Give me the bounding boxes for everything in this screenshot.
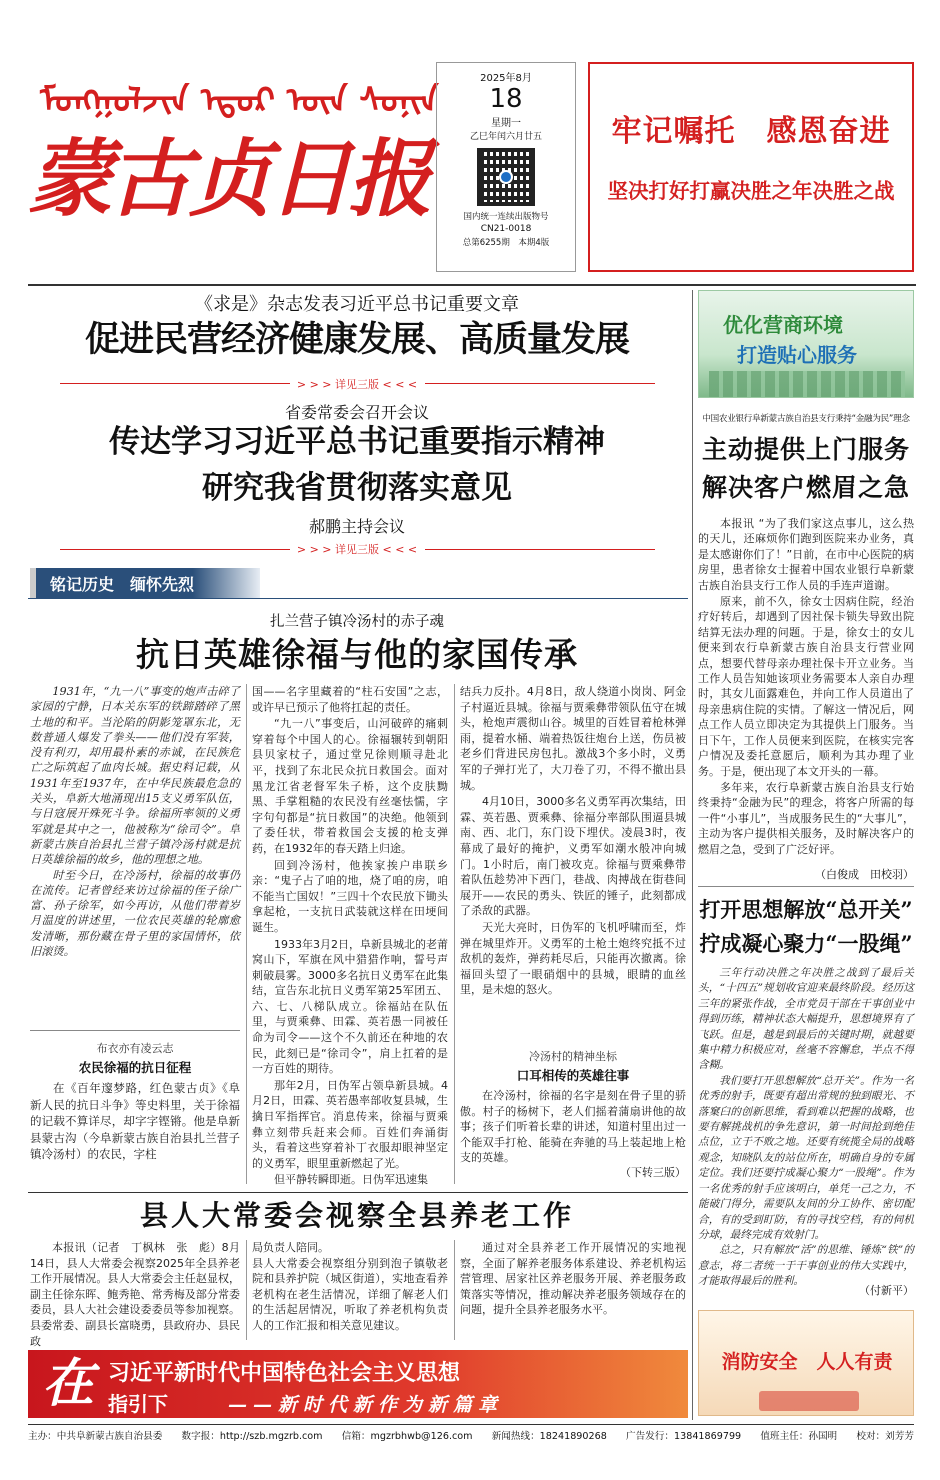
footer-ads: 广告发行：13841869799 (626, 1431, 742, 1442)
lead-kicker: 《求是》杂志发表习近平总书记重要文章 (195, 294, 519, 315)
slogan-box (588, 62, 914, 272)
date-day: 18 (489, 84, 523, 114)
feature-continued[interactable]: （下转三版） (600, 1164, 686, 1180)
sidebar-banner (698, 290, 914, 398)
footer-website[interactable]: 数字报：http://szb.mgzrb.com (181, 1431, 323, 1442)
second-sub: 郝鹏主持会议 (308, 517, 405, 536)
sidebar-commentary-byline: （付新平） (830, 1282, 914, 1298)
footer-proofreader: 校对：刘芳芳 (856, 1431, 914, 1442)
issue-info: 总第6255期 本期4版 (462, 238, 550, 248)
bottom-divider-1 (246, 1240, 247, 1340)
sidebar-article: 本报讯 “为了我们家这点事儿，这么热的天儿，还麻烦你们跑到医院来办业务，真是太感谢你们了！”日前，在市中心医院的病房里，患者徐女士握着中国农业银行阜新蒙古族自治县支行工作人员的手连声道谢。 原来，前不久，徐女士因病住院，经治疗好转后，却遇到了因社保卡锁失导致出院结算无法办理的问题。于是，徐女士的女儿便来到农行阜新蒙古族自治县支行营业网点，想要代替母亲办理社保卡开立业务。当工作人员告知她该项业务需要本人亲自办理时，其女儿面露难色，并向工作人员道出了母亲患病住院的实情。了解这一情况后，网点工作人员立即决定为其提供上门服务。当日下午，工作人员便来到医院，在核实完客户情况及委托意愿后，顺利为其办理了业务。于是，便出现了本文开头的一幕。 多年来，农行阜新蒙古族自治县支行始终秉持“金融为民”的理念，将客户所需的每一件“小事儿”，当成服务民生的“大事儿”，主动为客户提供相关服务，及时解决客户的燃眉之急，受到了广泛好评。 (698, 517, 914, 856)
banner-line2a: 指引下 (108, 1392, 168, 1416)
feature-intro: 1931年，“九一八”事变的炮声击碎了家园的宁静，日本关东军的铁蹄踏碎了黑土地的和平。当沦陷的阴影笼罩东北，无数普通人爆发了拳头——他们没有军装，没有利刃，却用最朴素的赤诚，在民族危亡之际筑起了血肉长城。据史料记载，从1931年至1937年，在中华民族最危急的关头，阜新大地涌现出15支义勇军队伍，与日寇展开殊死斗争。徐福所率领的义勇军就是其中之一，他被称为“徐司令”。阜新蒙古族自治县扎兰营子镇冷汤村就是抗日英雄徐福的故乡，他的理想之地。 时至今日，在冷汤村，徐福的故事仍在流传。记者曾经来访过徐福的侄子徐广富、孙子徐军，如今再访，从他们带着岁月温度的讲述里，一位农民英雄的轮廓愈发清晰，那份藏在骨子里的家国情怀，依旧滚烫。 (30, 685, 240, 959)
lead-headline: 促进民营经济健康发展、高质量发展 (84, 320, 629, 360)
building-icon (709, 371, 905, 397)
bottom-story-col3: 通过对全县养老工作开展情况的实地视察，全面了解养老服务体系建设、养老机构运营管理、居家社区养老服务开展、养老服务政策落实等情况，推动解决养老服务领域存在的问题，提升全县养老服务水平。 (460, 1241, 686, 1317)
footer-bar (28, 1424, 914, 1442)
feature-divider-2 (454, 684, 455, 1184)
footer-email[interactable]: 信箱：mgzrbhwb@126.com (341, 1431, 473, 1442)
bottom-banner (28, 1350, 688, 1418)
sidebar-headline-1: 主动提供上门服务 (701, 435, 910, 464)
date-month: 2025年8月 (480, 73, 532, 84)
feature-col3-b: 在冷汤村，徐福的名字是刻在骨子里的骄傲。村子的杨树下，老人们摇着蒲扇讲他的故事；孩子们听着长辈的讲述，知道村里出过一个能双手打枪、能骑在奔驰的马上装起地上枪支的英雄。 (460, 1089, 686, 1165)
sidebar-kicker: 中国农业银行阜新蒙古族自治县支行秉持“金融为民”理念 (702, 414, 910, 424)
sidebar-commentary: 三年行动决胜之年决胜之战到了最后关头，“十四五”规划收官迎来最终阶段。经历这三年的紧张作战，全市党员干部在干事创业中得到历练，精神状态大幅提升，思想境界有了飞跃。但是，越是到最后的关键时期，就越要集中精力积极应对，丝毫不容懈怠，半点不得含糊。 我们要打开思想解放“总开关”。作为一名优秀的射手，既要有超出常规的独到眼光、不落窠臼的创新思维，看到难以把握的战略，也要有解挑战机的争先意识，第一时间抢到绝佳点位，立于不败之地。还要有统揽全局的战略观念，知晓队友的站位所在，明确自身的专属定位。我们还要拧成凝心聚力“一股绳”。作为一名优秀的射手应该明白，单凭一己之力，不能破门得分，需要队友间的分工协作、密切配合，有的受到盯防，有的寻找空档，有的伺机分球，最终完成有效射门。 总之，只有解放“活”的思维、锤炼“铁”的意志，将二者统一于干事创业的伟大实践中，才能取得最后的胜利。 (698, 967, 914, 1288)
bottom-story-col1: 本报讯（记者 丁枫林 张 彪）8月14日，县人大常委会视察2025年全县养老工作开展情况。县人大常委会主任赵显权，副主任徐东晖、鲍秀艳、常秀梅及部分常委委员，县人大社会建设委委员等参加视察。县委常委、副县长富晓勇，县政府办、县民政 (30, 1241, 240, 1348)
sub1-small: 布衣亦有凌云志 (96, 1042, 174, 1055)
banner-line2b: ——新时代新作为新篇章 (228, 1394, 504, 1416)
fire-safety-banner (698, 1310, 914, 1416)
second-see-more[interactable]: > > > 详见三版 < < < (296, 543, 418, 556)
sidebar-headline-4: 拧成凝心聚力“一股绳” (699, 931, 913, 956)
column-rule (28, 598, 688, 599)
banner-line1: 习近平新时代中国特色社会主义思想 (108, 1361, 461, 1386)
sidebar-banner-line2: 打造贴心服务 (737, 343, 857, 367)
second-headline-1: 传达学习习近平总书记重要指示精神 (109, 424, 605, 460)
slogan-line1: 牢记嘱托 感恩奋进 (611, 114, 891, 149)
footer-editor: 值班主任：孙国明 (760, 1431, 838, 1442)
date-weekday: 星期一 (491, 118, 521, 129)
sidebar-headline-2: 解决客户燃眉之急 (701, 473, 910, 502)
sidebar-banner-line1: 优化营商环境 (723, 313, 843, 337)
fire-truck-icon (759, 1391, 859, 1411)
sidebar-headline-3: 打开思想解放“总开关” (699, 897, 913, 922)
lead-see-more[interactable]: > > > 详见三版 < < < (296, 378, 418, 391)
sidebar-byline: （白俊成 田校羽） (698, 866, 914, 882)
bottom-story-headline: 县人大常委会视察全县养老工作 (139, 1199, 574, 1232)
feature-kicker: 扎兰营子镇冷汤村的赤子魂 (270, 614, 444, 630)
cn-label: CN21-0018 (480, 224, 532, 234)
date-lunar: 乙巳年闰六月廿五 (469, 132, 542, 142)
bottom-divider-2 (454, 1240, 455, 1340)
date-box (436, 62, 576, 272)
footer-hotline: 新闻热线：18241890268 (491, 1431, 607, 1442)
second-rule-right (425, 549, 655, 550)
bottom-story-col2: 局负责人陪同。 县人大常委会视察组分别到泡子镇敬老院和县养护院（城区街道），实地查看养老机构在老生活情况，详细了解老人们的生活起居情况，听取了养老机构负责人的工作汇报和相关意见建议。 (252, 1241, 448, 1332)
feature-divider-1 (246, 684, 247, 1184)
feature-col1: 在《百年邃梦路，红色蒙古贞》《阜新人民的抗日斗争》等史料里，关于徐福的记载不算详尽，却字字铿锵。他是阜新县蒙古沟（今阜新蒙古族自治县扎兰营子镇冷汤村）的农民，字柱 (30, 1081, 240, 1161)
sidebar-rule (698, 886, 914, 887)
second-rule-left (60, 549, 290, 550)
fire-safety-text: 消防安全 人人有责 (721, 1351, 893, 1373)
feature-col3: 结兵力反扑。4月8日，敌人绕道小岗岗、阿金子村逼近县城。徐福与贾乘彝带领队伍守在城头，枪炮声震彻山谷。城里的百姓冒着枪林弹雨，提着水桶、端着热饭往炮台上送，伤员被老乡们背进民房包扎。激战3个多小时，义勇军的子弹打光了，大刀卷了刃，不得不撤出县城。 4月10日，3000多名义勇军再次集结，田霖、英若愚、贾乘彝、徐福分率部队围逼县城南、西、北门，东门设下埋伏。凌晨3时，夜幕成了最好的掩护，义勇军如潮水般冲向城门。1小时后，南门被攻克。徐福与贾乘彝带着队伍趁势冲下西门，巷战、肉搏战在街巷间展开——农民的勇头、铁匠的锤子，此刻都成了杀敌的武器。 天光大亮时，日伪军的飞机呼啸而至，炸弹在城里炸开。义勇军的土枪土炮终究抵不过敌机的轰炸，弹药耗尽后，只能再次撤离。徐福回头望了一眼硝烟中的县城，眼睛的血丝里，是未熄的怒火。 (460, 685, 686, 997)
second-kicker: 省委常委会召开会议 (284, 403, 429, 422)
column-banner: 铭记历史 缅怀先烈 (30, 568, 260, 598)
footer-sponsor: 主办：中共阜新蒙古族自治县委 (28, 1431, 163, 1442)
feature-bottom-rule (28, 1192, 688, 1193)
qr-code-icon (477, 148, 535, 206)
sub2-small: 冷汤村的精神坐标 (529, 1050, 617, 1063)
lead-rule-left (60, 383, 290, 384)
sub2-heading: 口耳相传的英雄往事 (516, 1068, 630, 1083)
masthead-mongolian: ᠮᠣᠩᠭᠣᠯᠵᠢᠨ ᠡᠳᠦᠷ ᠦᠨ ᠰᠣᠨᠢᠨ (40, 81, 439, 121)
masthead-rule (28, 284, 916, 286)
issn-label: 国内统一连续出版物号 (463, 212, 549, 222)
sub1-heading: 农民徐福的抗日征程 (78, 1060, 192, 1075)
feature-headline: 抗日英雄徐福与他的家国传承 (136, 635, 578, 674)
sidebar-divider (692, 290, 693, 1420)
intro-rule (30, 1030, 240, 1031)
masthead-title: 蒙古贞日报 (28, 129, 429, 228)
feature-col2: 国——名字里藏着的“柱石安国”之志，或许早已预示了他将扛起的责任。 “九一八”事变后，山河破碎的痛刺穿着每个中国人的心。徐福辗转到朝阳县贝家杖子，通过堂兄徐则顺寻赴北平，找到了东北民众抗日救国会。面对黑龙江省老督军朱子桥，这个皮肤黝黑、手掌粗糙的农民没有丝毫怯懦，字字句句都是“抗日救国”的决绝。他领到了委任状，带着救国会支援的枪支弹药，在1932年的春天踏上归途。 回到冷汤村，他挨家挨户串联乡亲：“鬼子占了咱的地，烧了咱的房，咱不能当亡国奴！”三四十个农民放下锄头拿起枪，一支抗日武装就这样在田埂间诞生。 1933年3月2日，阜新县城北的老莆窝山下，军旗在风中猎猎作响，誓号声刺破晨雾。3000多名抗日义勇军在此集结，宣告东北抗日义勇军第25军团五、六、七、八梯队成立。徐福站在队伍里，与贾乘彝、田霖、英若愚一同被任命为司令——这个不久前还在种地的农民，此刻已是“徐司令”，肩上扛着的是一方百姓的期待。 那年2月，日伪军占领阜新县城。4月2日，田霖、英若愚率部收复县城，生擒日军指挥官。消息传来，徐福与贾乘彝立刻带兵赶来会师。百姓们奔涌街头，看着这些穿着补丁衣服却眼神坚定的义勇军，眼里重新燃起了光。 但平静转瞬即逝。日伪军迅速集 (252, 685, 448, 1187)
lead-rule-right (425, 383, 655, 384)
slogan-line2: 坚决打好打赢决胜之年决胜之战 (607, 179, 895, 203)
second-headline-2: 研究我省贯彻落实意见 (202, 470, 512, 506)
banner-zai: 在 (42, 1353, 95, 1414)
